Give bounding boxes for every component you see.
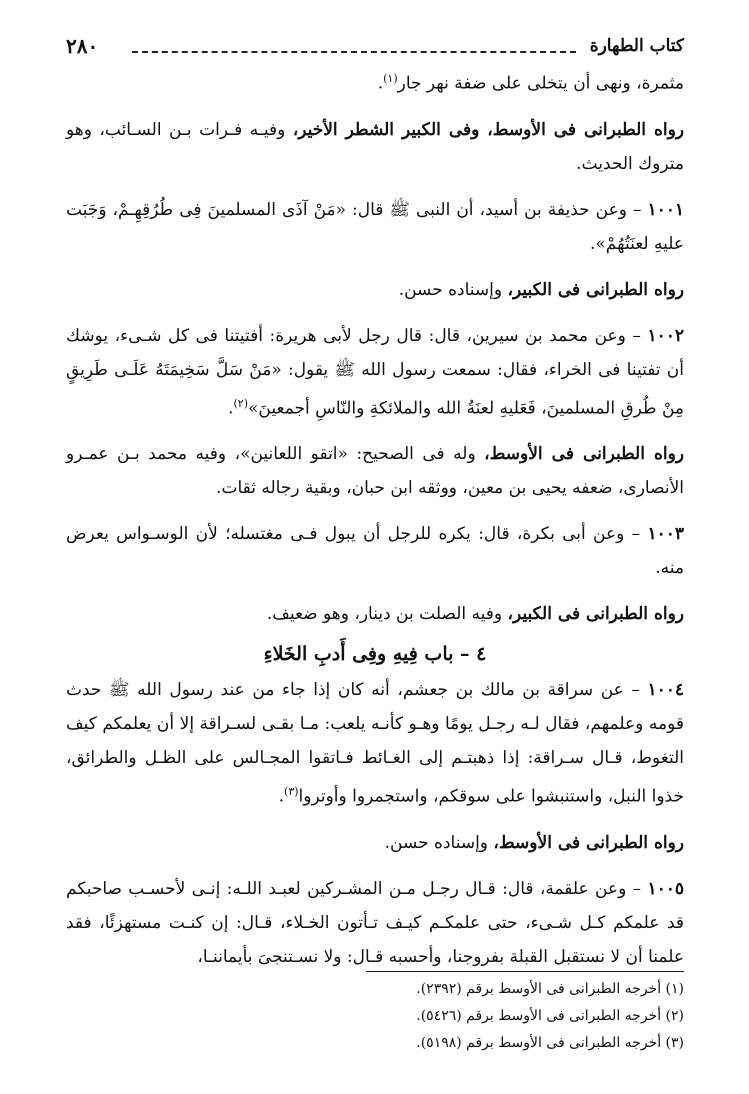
hadith-1001	[66, 193, 684, 261]
narration-note	[66, 826, 684, 860]
hadith-text: – وعن أبى بكرة، قال: يكره للرجل أن يبول فـى مغتسله؛ لأن الوسـواس يعرض منه.	[66, 524, 684, 579]
hadith-number: ١٠٠٣	[647, 524, 684, 545]
hadith-number: ١٠٠٥	[647, 878, 684, 899]
running-header	[66, 32, 684, 62]
footnote-divider	[366, 971, 684, 972]
text-paragraph	[66, 62, 684, 101]
narration-text: وإسناده حسن.	[384, 832, 494, 853]
narration-source: رواه الطبرانى فى الكبير،	[507, 279, 684, 300]
footnote-ref[interactable]: (٢)	[233, 396, 249, 410]
footnote-2: (٢) أخرجه الطبرانى فى الأوسط برقم (٥٤٢٦).	[416, 1008, 684, 1024]
paragraph-text: مثمرة، ونهى أن يتخلى على ضفة نهر جار	[397, 73, 684, 94]
header-dashed-rule	[132, 51, 576, 53]
narration-text: وفيـه فـرات بـن السـائب، وهو متروك الحديث.	[66, 119, 684, 174]
narration-source: رواه الطبرانى فى الأوسط، وفى الكبير الشطر الأخير،	[292, 119, 684, 140]
hadith-1002	[66, 319, 684, 426]
chapter-heading: ٤ – باب فِيهِ وفِى أَدبِ الخَلاءِ	[263, 643, 487, 666]
narration-note	[66, 113, 684, 181]
hadith-1005	[66, 872, 684, 974]
narration-text: وفيه الصلت بن دينار، وهو ضعيف.	[266, 604, 508, 625]
footnote-1: (١) أخرجه الطبرانى فى الأوسط برقم (٢٣٩٢).	[416, 981, 684, 997]
hadith-number: ١٠٠١	[647, 199, 684, 220]
narration-source: رواه الطبرانى فى الكبير،	[507, 604, 684, 625]
page-number: ٢٨٠	[66, 34, 99, 58]
narration-text: وله فى الصحيح: «اتقو اللعانين»، وفيه محمد بـن عمـرو الأنصارى، ضعفه يحيى بن معين، ووثقه ابن حبان، وبقية رجاله ثقات.	[66, 444, 684, 499]
narration-note	[66, 273, 684, 307]
main-text	[66, 62, 684, 974]
hadith-1004	[66, 673, 684, 814]
book-page	[66, 32, 684, 1072]
hadith-1003	[66, 517, 684, 585]
narration-text: وإسناده حسن.	[398, 279, 508, 300]
paragraph-tail: .	[228, 398, 234, 419]
narration-source: رواه الطبرانى فى الأوسط،	[484, 444, 685, 465]
hadith-text: – عن سراقة بن مالك بن جعشم، أنه كان إذا جاء من عند رسول الله ﷺ حدث قومه وعلمهم، فقال لـه رجـل يومًا وهـو كأنـه يلعب: مـا بقـى لسـراقة إلا أن يعلمكم كيف التغوط، قـال سـراقة: إذا ذهبتـم إلى الغـائط فـاتقوا المجـالس على الظـل والطرائق، خذوا النبل، واستنبشوا على سوقكم، واستجمروا وأوتروا	[66, 680, 684, 807]
footnote-3: (٣) أخرجه الطبرانى فى الأوسط برقم (٥١٩٨).	[416, 1035, 684, 1051]
narration-note	[66, 437, 684, 505]
hadith-number: ١٠٠٤	[647, 680, 684, 701]
narration-note	[66, 597, 684, 631]
narration-source: رواه الطبرانى فى الأوسط،	[493, 832, 684, 853]
paragraph-tail: .	[377, 73, 384, 94]
hadith-text: – وعن محمد بن سيرين، قال: قال رجل لأبى هريرة: أفتيتنا فى كل شـىء، يوشك أن تفتينا فى الخراء، فقال: سمعت رسول الله ﷺ يقول: «مَنْ سَلَّ سَخِيمَتَهُ عَلَـى طَرِيقٍ مِنْ طُرقِ المسلمينَ، فَعَليهِ لعنَةُ الله والملائكةِ والنّاسِ أجمعينَ»	[66, 325, 684, 419]
book-title: كتاب الطهارة	[589, 36, 684, 56]
hadith-text: – وعن علقمة، قال: قـال رجـل مـن المشـركين لعبـد اللـه: إنـى لأحسـب صاحبكم قد علمكم كـل شـىء، حتى علمكـم كيـف تـأتون الخـلاء، قـال: إن كنـت مستهزئًا، فقد علمنا أن لا نستقبل القبلة بفروجنا، وأحسبه قـال: ولا نسـتنجىَ بأيماننـا،	[66, 878, 684, 967]
footnote-ref[interactable]: (٣)	[284, 785, 299, 799]
hadith-text: – وعن حذيفة بن أسيد، أن النبى ﷺ قال: «مَنْ آذَى المسلمينَ فِى طُرُقِهِـمْ، وَجَبَت عليهِ لعنَتُهُمْ».	[66, 199, 684, 254]
paragraph-tail: .	[278, 786, 285, 807]
footnote-ref[interactable]: (١)	[383, 72, 398, 85]
hadith-number: ١٠٠٢	[647, 325, 684, 346]
footnotes	[66, 976, 684, 1057]
